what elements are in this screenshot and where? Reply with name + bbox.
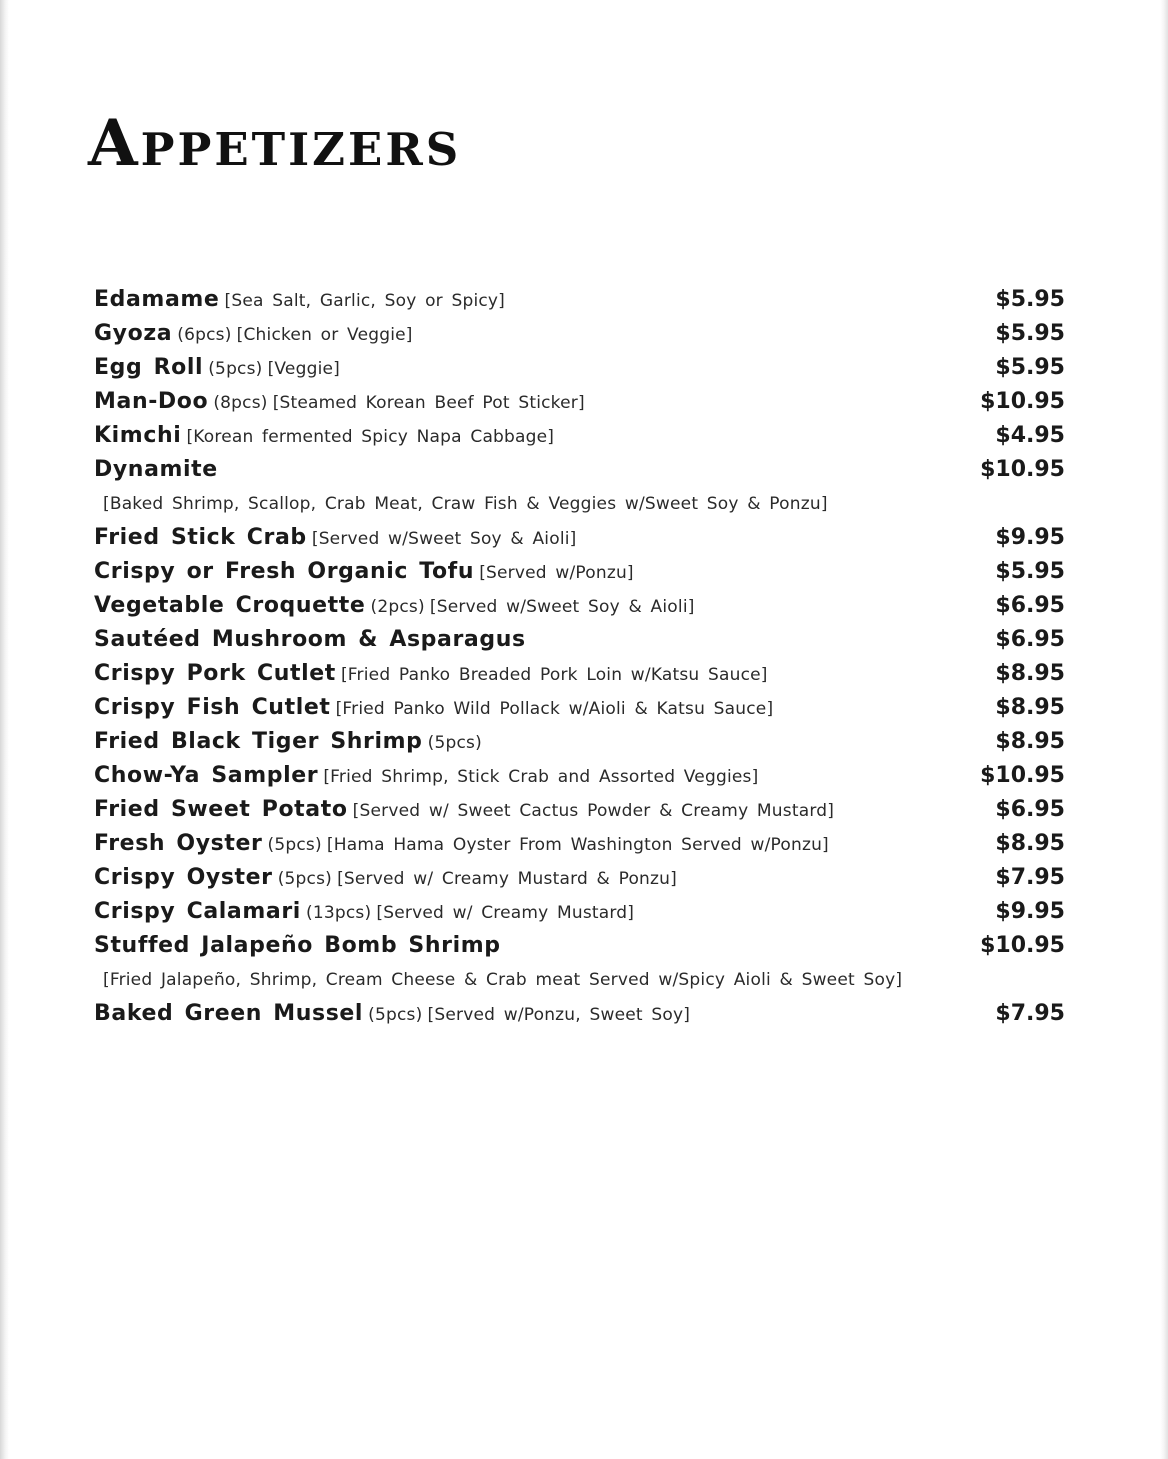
menu-item-description: [Baked Shrimp, Scallop, Crab Meat, Craw Fish & Veggies w/Sweet Soy & Ponzu] xyxy=(103,494,828,514)
menu-item-name: Fried Black Tiger Shrimp xyxy=(94,729,423,754)
menu-item-price: $10.95 xyxy=(980,457,1065,482)
menu-item-price: $8.95 xyxy=(995,661,1065,686)
menu-item-quantity: (5pcs) xyxy=(427,733,482,753)
menu-item-quantity: (2pcs) xyxy=(370,597,425,617)
menu-item-name: Crispy Fish Cutlet xyxy=(94,695,331,720)
menu-item-description: [Served w/Ponzu, Sweet Soy] xyxy=(427,1005,691,1025)
menu-item-description: [Served w/ Creamy Mustard & Ponzu] xyxy=(337,869,677,889)
menu-item xyxy=(94,793,1065,827)
menu-item-price: $8.95 xyxy=(995,729,1065,754)
menu-item-name: Crispy Oyster xyxy=(94,865,273,890)
page-edge-left xyxy=(0,0,9,1459)
menu-item-price: $10.95 xyxy=(980,933,1065,958)
menu-item xyxy=(94,691,1065,725)
menu-item-quantity: (5pcs) xyxy=(208,359,263,379)
menu-item-price: $6.95 xyxy=(995,593,1065,618)
menu-item-price: $5.95 xyxy=(995,559,1065,584)
menu-item xyxy=(94,521,1065,555)
menu-item xyxy=(94,895,1065,929)
menu-item-description: [Veggie] xyxy=(267,359,340,379)
menu-item-description: [Served w/ Sweet Cactus Powder & Creamy Mustard] xyxy=(352,801,835,821)
menu-item-name: Man-Doo xyxy=(94,389,209,414)
menu-item-description: [Sea Salt, Garlic, Soy or Spicy] xyxy=(224,291,506,311)
menu-item xyxy=(94,657,1065,691)
menu-item-description: [Served w/Ponzu] xyxy=(479,563,634,583)
menu-item-quantity: (8pcs) xyxy=(213,393,268,413)
menu-item-price: $5.95 xyxy=(995,355,1065,380)
menu-item-quantity: (5pcs) xyxy=(267,835,322,855)
menu-item-price: $10.95 xyxy=(980,763,1065,788)
menu-item xyxy=(94,555,1065,589)
menu-item-price: $8.95 xyxy=(995,695,1065,720)
menu-item xyxy=(94,929,1065,963)
menu-item-name: Fried Stick Crab xyxy=(94,525,307,550)
menu-item-name: Crispy Pork Cutlet xyxy=(94,661,336,686)
menu-item-price: $8.95 xyxy=(995,831,1065,856)
menu-item xyxy=(94,351,1065,385)
menu-item-price: $6.95 xyxy=(995,797,1065,822)
menu-item xyxy=(94,861,1065,895)
menu-item-description: [Fried Shrimp, Stick Crab and Assorted Veggies] xyxy=(323,767,759,787)
menu-item xyxy=(94,827,1065,861)
menu-item-description-line xyxy=(94,487,1065,521)
menu-item-name: Baked Green Mussel xyxy=(94,1001,364,1026)
menu-item-price: $4.95 xyxy=(995,423,1065,448)
menu-item-price: $5.95 xyxy=(995,287,1065,312)
menu-item xyxy=(94,283,1065,317)
menu-item-description: [Served w/Sweet Soy & Aioli] xyxy=(429,597,695,617)
menu-item-quantity: (6pcs) xyxy=(177,325,232,345)
menu-item-price: $9.95 xyxy=(995,525,1065,550)
menu-item-quantity: (5pcs) xyxy=(277,869,332,889)
menu-item-name: Edamame xyxy=(94,287,220,312)
menu-item xyxy=(94,385,1065,419)
menu-item-description: [Fried Panko Wild Pollack w/Aioli & Katsu Sauce] xyxy=(335,699,774,719)
menu-item-description: [Steamed Korean Beef Pot Sticker] xyxy=(272,393,585,413)
menu-item-description: [Fried Panko Breaded Pork Loin w/Katsu Sauce] xyxy=(340,665,768,685)
menu-item xyxy=(94,623,1065,657)
menu-item-quantity: (13pcs) xyxy=(306,903,372,923)
menu-item-description: [Served w/ Creamy Mustard] xyxy=(376,903,635,923)
menu-item-price: $10.95 xyxy=(980,389,1065,414)
menu-item-name: Stuffed Jalapeño Bomb Shrimp xyxy=(94,933,501,958)
menu-list xyxy=(94,283,1065,1031)
menu-item-price: $9.95 xyxy=(995,899,1065,924)
menu-item xyxy=(94,453,1065,487)
menu-item xyxy=(94,997,1065,1031)
menu-item-name: Fried Sweet Potato xyxy=(94,797,348,822)
menu-item xyxy=(94,317,1065,351)
menu-item-price: $7.95 xyxy=(995,1001,1065,1026)
menu-item-name: Vegetable Croquette xyxy=(94,593,366,618)
menu-item-description: [Chicken or Veggie] xyxy=(236,325,413,345)
menu-item-name: Dynamite xyxy=(94,457,218,482)
menu-item xyxy=(94,725,1065,759)
menu-item-description: [Fried Jalapeño, Shrimp, Cream Cheese & Crab meat Served w/Spicy Aioli & Sweet Soy] xyxy=(103,970,903,990)
menu-item-description: [Served w/Sweet Soy & Aioli] xyxy=(311,529,577,549)
menu-item-description: [Hama Hama Oyster From Washington Served w/Ponzu] xyxy=(326,835,829,855)
menu-item-name: Fresh Oyster xyxy=(94,831,263,856)
menu-item xyxy=(94,589,1065,623)
page-title: Appetizers xyxy=(88,106,462,181)
menu-item-name: Crispy Calamari xyxy=(94,899,301,924)
menu-item-quantity: (5pcs) xyxy=(368,1005,423,1025)
menu-item-name: Chow-Ya Sampler xyxy=(94,763,319,788)
menu-item xyxy=(94,419,1065,453)
menu-item-price: $6.95 xyxy=(995,627,1065,652)
menu-item-name: Kimchi xyxy=(94,423,182,448)
menu-item-price: $5.95 xyxy=(995,321,1065,346)
menu-item-price: $7.95 xyxy=(995,865,1065,890)
menu-item-name: Gyoza xyxy=(94,321,173,346)
page-edge-right xyxy=(1160,0,1168,1459)
menu-item-name: Egg Roll xyxy=(94,355,204,380)
menu-item-name: Crispy or Fresh Organic Tofu xyxy=(94,559,475,584)
menu-item-description: [Korean fermented Spicy Napa Cabbage] xyxy=(186,427,555,447)
menu-item xyxy=(94,759,1065,793)
menu-item-description-line xyxy=(94,963,1065,997)
menu-item-name: Sautéed Mushroom & Asparagus xyxy=(94,627,526,652)
